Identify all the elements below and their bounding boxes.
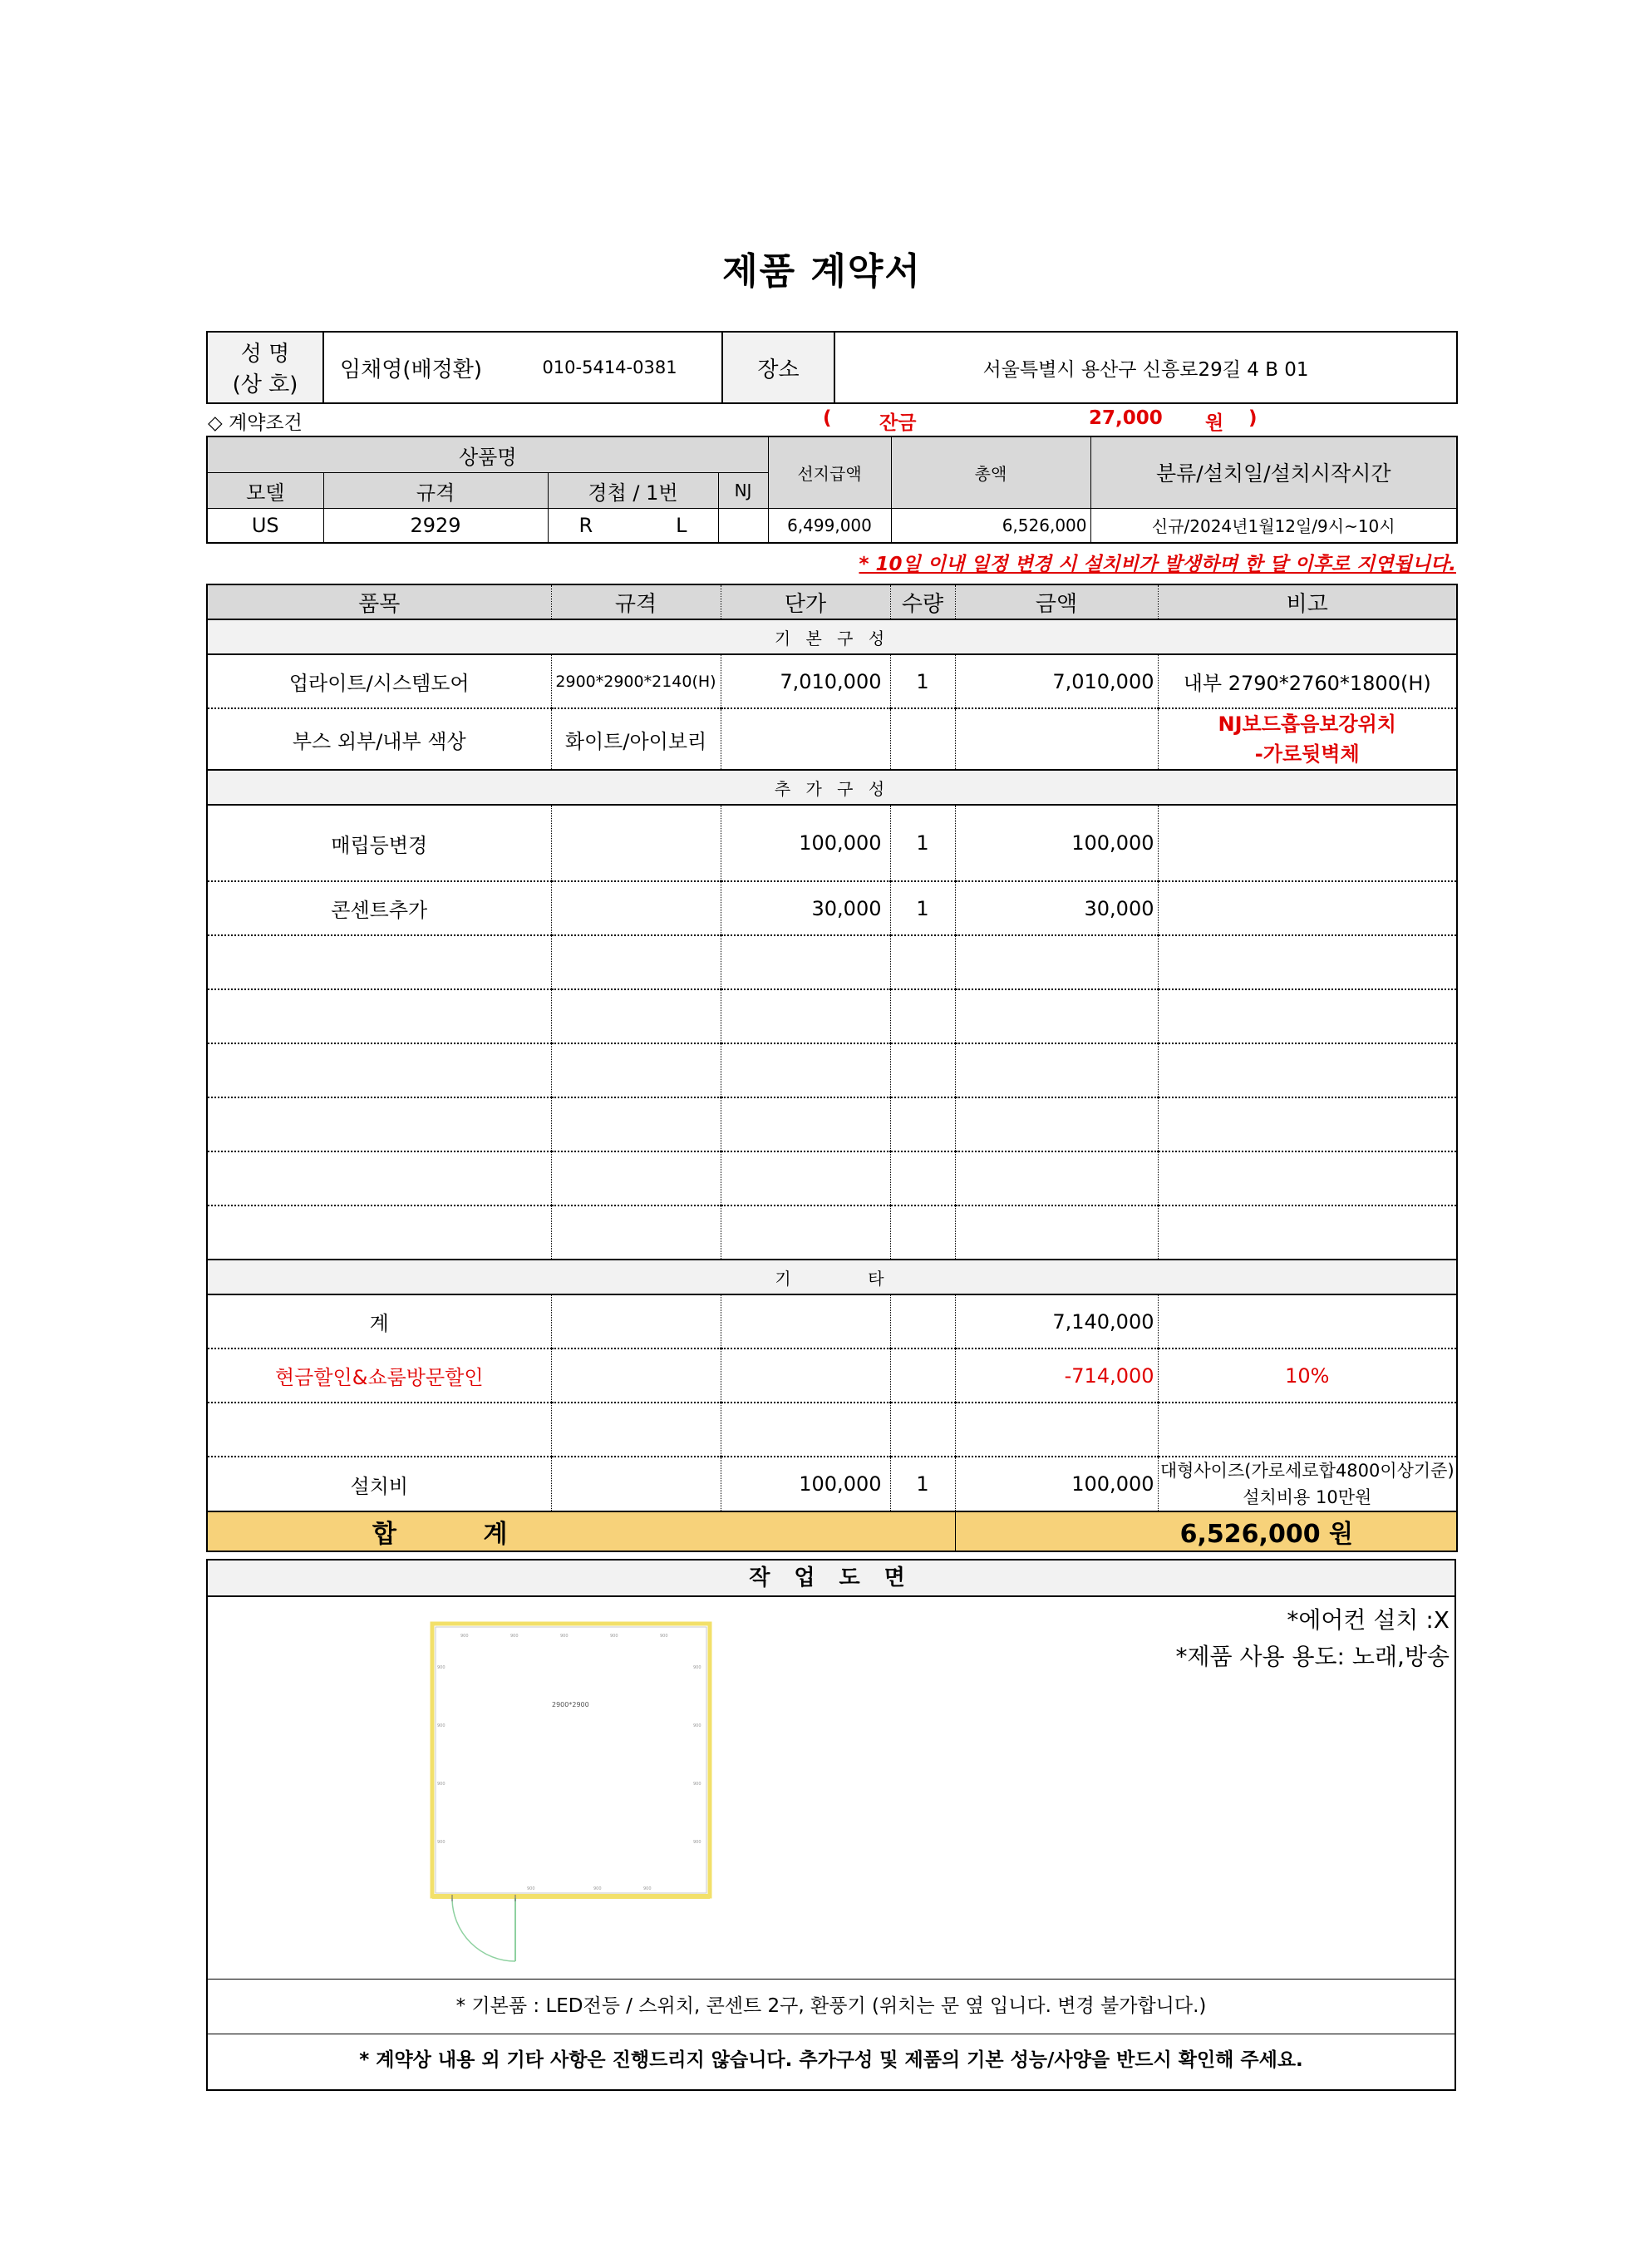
aircon-note: *에어컨 설치 :X: [1287, 1606, 1450, 1634]
hinge-r: R: [578, 513, 593, 537]
balance-label: 잔금: [879, 412, 917, 434]
customer-phone: 010-5414-0381: [498, 332, 722, 403]
hinge-header: 경첩 / 1번: [548, 473, 718, 509]
extra-item-remarks: [1158, 805, 1457, 881]
empty-row: [207, 1151, 1457, 1205]
discount-label: 현금할인&쇼룸방문할인: [207, 1348, 551, 1403]
subtotal-amount: 7,140,000: [955, 1294, 1158, 1348]
grand-total-value: 6,526,000 원: [955, 1511, 1457, 1551]
nj-header: NJ: [718, 473, 768, 509]
table-row: [207, 708, 1457, 770]
install-unit-price: 100,000: [721, 1457, 890, 1511]
drawing-header: 작 업 도 면: [208, 1560, 1454, 1597]
svg-text:900: 900: [437, 1723, 445, 1728]
extra-item-spec: [551, 881, 721, 935]
name-label-line2: (상 호): [232, 372, 298, 397]
qty-header: 수량: [890, 584, 955, 619]
install-qty: 1: [890, 1457, 955, 1511]
svg-text:900: 900: [437, 1840, 445, 1845]
contract-table: [206, 436, 1458, 544]
floor-plan: [427, 1619, 726, 1976]
total-value: 6,526,000: [891, 508, 1090, 543]
model-header: 모델: [207, 473, 323, 509]
hinge-l: L: [676, 513, 687, 537]
spec-header: 규격: [323, 473, 548, 509]
basic-items-note: * 기본품 : LED전등 / 스위치, 콘센트 2구, 환풍기 (위치는 문 옆 입니다. 변경 불가합니다.): [208, 1980, 1454, 2034]
conditions-open-paren: (: [823, 407, 832, 429]
svg-text:900: 900: [593, 1886, 602, 1891]
item-header: 품목: [207, 584, 551, 619]
customer-table: [206, 331, 1458, 404]
empty-row: [207, 1403, 1457, 1457]
install-note-line2: 설치비용 10만원: [1243, 1487, 1372, 1507]
svg-text:900: 900: [460, 1634, 469, 1639]
name-label: [207, 332, 323, 403]
table-row: [207, 654, 1457, 708]
prepaid-header: 선지급액: [768, 436, 891, 508]
svg-text:900: 900: [437, 1665, 445, 1670]
nj-value: [718, 508, 768, 543]
table-row: [207, 881, 1457, 935]
page-title: 제품 계약서: [722, 250, 922, 293]
svg-text:900: 900: [693, 1782, 701, 1787]
usage-note: *제품 사용 용도: 노래,방송: [1175, 1643, 1450, 1670]
empty-row: [207, 989, 1457, 1043]
total-header: 총액: [891, 436, 1090, 508]
svg-text:900: 900: [560, 1634, 569, 1639]
basic-item-qty: 1: [890, 654, 955, 708]
grand-total-row: [207, 1511, 1457, 1551]
basic-section-label: 기 본 구 성: [207, 619, 1457, 654]
balance-value: 27,000: [1089, 407, 1163, 429]
table-row: [207, 805, 1457, 881]
amount-header: 금액: [955, 584, 1158, 619]
svg-text:900: 900: [510, 1634, 519, 1639]
extra-item-remarks: [1158, 881, 1457, 935]
final-notice: * 계약상 내용 외 기타 사항은 진행드리지 않습니다. 추가구성 및 제품의 기본 성능/사양을 반드시 확인해 주세요.: [359, 2049, 1303, 2071]
basic-item-name: 업라이트/시스템도어: [207, 654, 551, 708]
drawing-notes: [1175, 1602, 1450, 1675]
grand-total-label: 합 계: [207, 1511, 955, 1551]
basic-item-spec: 2900*2900*2140(H): [551, 654, 721, 708]
work-drawing-section: [206, 1559, 1456, 2091]
svg-text:900: 900: [693, 1665, 701, 1670]
svg-text:900: 900: [527, 1886, 535, 1891]
svg-text:900: 900: [437, 1782, 445, 1787]
schedule-change-notice: * 10일 이내 일정 변경 시 설치비가 발생하며 한 달 이후로 지연됩니다.: [859, 554, 1456, 575]
svg-text:900: 900: [693, 1723, 701, 1728]
basic-item-amount: 7,010,000: [955, 654, 1158, 708]
svg-text:900: 900: [610, 1634, 618, 1639]
empty-row: [207, 1097, 1457, 1151]
install-label: 설치비: [207, 1457, 551, 1511]
booth-color-remarks: NJ보드흡음보강위치 -가로뒷벽체: [1158, 708, 1457, 770]
product-name-header: 상품명: [207, 436, 768, 473]
schedule-header: 분류/설치일/설치시작시간: [1090, 436, 1457, 508]
install-row: [207, 1457, 1457, 1511]
booth-color-name: 부스 외부/내부 색상: [207, 708, 551, 770]
booth-color-qty: [890, 708, 955, 770]
extra-item-unit-price: 100,000: [721, 805, 890, 881]
conditions-label: ◇ 계약조건: [208, 412, 303, 434]
install-amount: 100,000: [955, 1457, 1158, 1511]
extra-item-qty: 1: [890, 881, 955, 935]
customer-name: 임채영(배정환): [323, 332, 498, 403]
empty-row: [207, 1043, 1457, 1097]
booth-color-unit-price: [721, 708, 890, 770]
extra-item-amount: 30,000: [955, 881, 1158, 935]
extra-item-unit-price: 30,000: [721, 881, 890, 935]
extra-section-label: 추 가 구 성: [207, 770, 1457, 805]
plan-size-label: 2900*2900: [552, 1701, 589, 1708]
install-note: [1158, 1457, 1457, 1511]
extra-item-name: 콘센트추가: [207, 881, 551, 935]
prepaid-value: 6,499,000: [768, 508, 891, 543]
schedule-value: 신규/2024년1월12일/9시~10시: [1090, 508, 1457, 543]
contract-conditions: [208, 407, 1456, 434]
discount-row: [207, 1348, 1457, 1403]
extra-item-amount: 100,000: [955, 805, 1158, 881]
unit-price-header: 단가: [721, 584, 890, 619]
empty-row: [207, 935, 1457, 989]
remarks-header: 비고: [1158, 584, 1457, 619]
balance-won: 원: [1205, 412, 1224, 434]
basic-item-unit-price: 7,010,000: [721, 654, 890, 708]
extra-item-name: 매립등변경: [207, 805, 551, 881]
empty-row: [207, 1205, 1457, 1260]
booth-color-spec: 화이트/아이보리: [551, 708, 721, 770]
conditions-close-paren: ): [1248, 407, 1258, 429]
other-section-label: 기 타: [207, 1260, 1457, 1294]
subtotal-row: [207, 1294, 1457, 1348]
extra-item-qty: 1: [890, 805, 955, 881]
drawing-body: [208, 1597, 1454, 1980]
hinge-value: [548, 508, 718, 543]
svg-text:900: 900: [643, 1886, 652, 1891]
name-label-line1: 성 명: [240, 342, 290, 367]
svg-text:900: 900: [693, 1840, 701, 1845]
install-note-line1: 대형사이즈(가로세로합4800이상기준): [1159, 1461, 1454, 1481]
basic-item-remarks: 내부 2790*2760*1800(H): [1158, 654, 1457, 708]
customer-address: 서울특별시 용산구 신흥로29길 4 B 01: [834, 332, 1457, 403]
svg-text:900: 900: [660, 1634, 668, 1639]
subtotal-label: 계: [207, 1294, 551, 1348]
spec-value: 2929: [323, 508, 548, 543]
extra-item-spec: [551, 805, 721, 881]
items-table: [206, 584, 1458, 1552]
place-label: 장소: [722, 332, 834, 403]
discount-amount: -714,000: [955, 1348, 1158, 1403]
spec-col-header: 규격: [551, 584, 721, 619]
model-value: US: [207, 508, 323, 543]
booth-color-amount: [955, 708, 1158, 770]
discount-rate: 10%: [1158, 1348, 1457, 1403]
